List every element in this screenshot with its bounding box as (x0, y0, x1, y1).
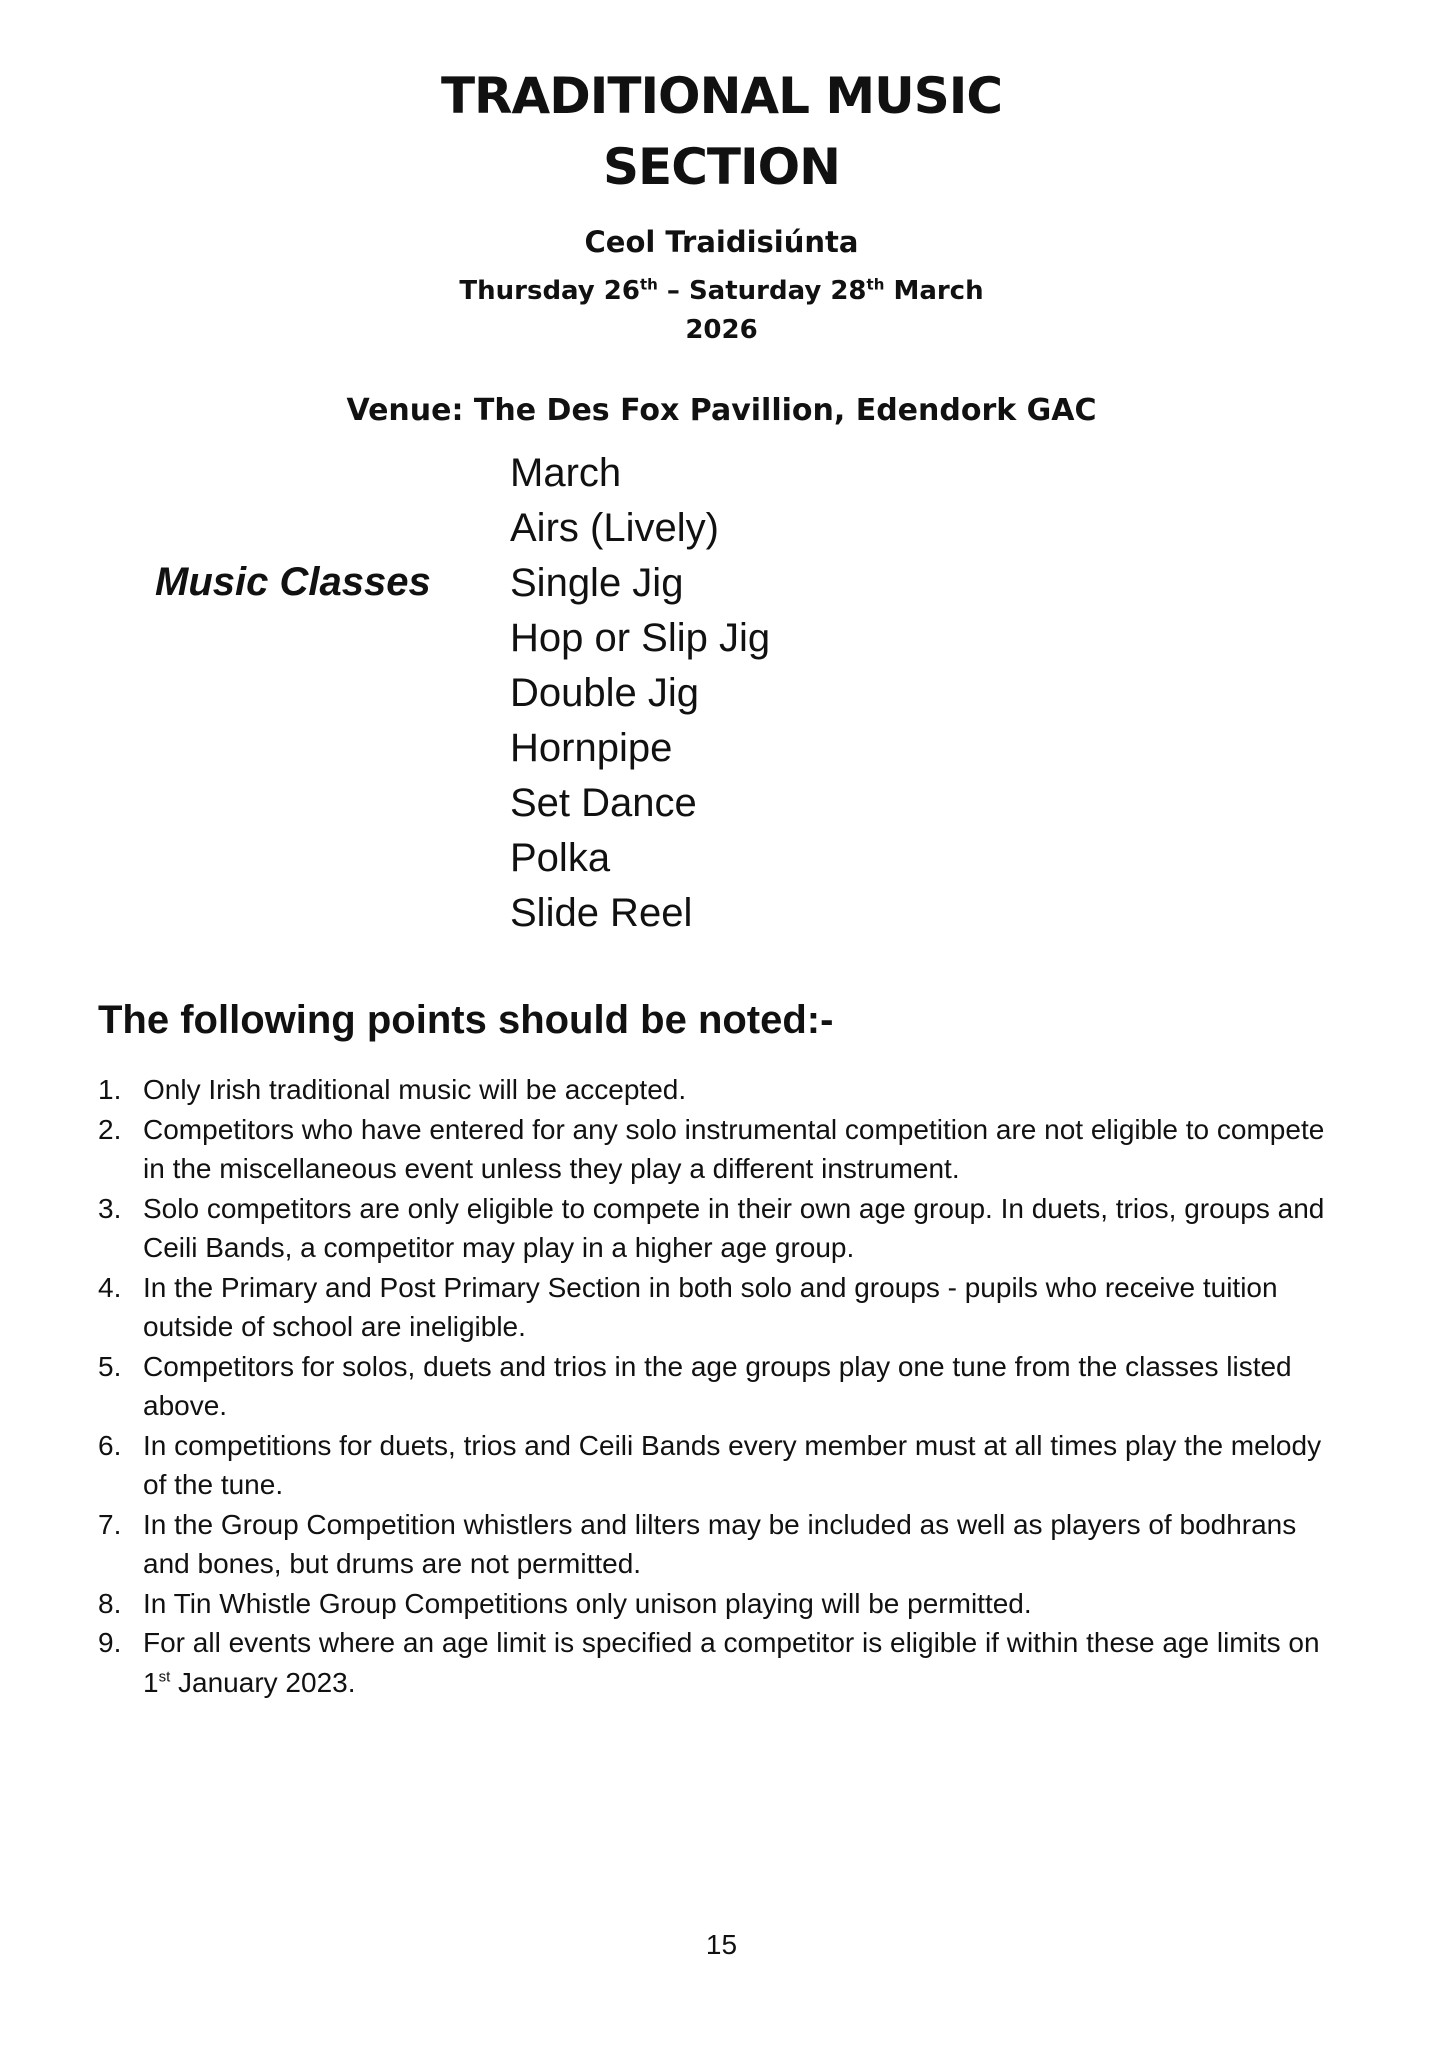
music-class-item: Double Jig (510, 671, 700, 715)
section-title-line-1: TRADITIONAL MUSIC (440, 67, 1003, 125)
rule-text-end: January 2023. (170, 1666, 356, 1698)
points-heading: The following points should be noted:- (98, 998, 834, 1042)
rules-list (98, 1070, 1348, 1702)
venue-line: Venue: The Des Fox Pavillion, Edendork GAC (346, 393, 1097, 428)
rule-item (98, 1189, 1348, 1268)
rule-number: 1. (98, 1074, 122, 1105)
music-classes-list (510, 446, 770, 941)
rule-text: Only Irish traditional music will be accepted. (143, 1074, 687, 1105)
rule-item (98, 1347, 1348, 1426)
rule-text: Competitors who have entered for any solo instrumental competition are not eligible to compete in the miscellaneous event unless they play a different instrument. (143, 1113, 1325, 1184)
rule-text: In the Primary and Post Primary Section in both solo and groups - pupils who receive tuition outside of school are ineligible. (143, 1271, 1278, 1342)
rule-text: In the Group Competition whistlers and lilters may be included as well as players of bodhrans and bones, but drums are not permitted. (143, 1508, 1297, 1579)
irish-subtitle: Ceol Traidisiúnta (584, 225, 859, 259)
rule-text: Competitors for solos, duets and trios in the age groups play one tune from the classes listed above. (143, 1350, 1292, 1421)
rule-number: 4. (98, 1271, 122, 1303)
music-class-item: Single Jig (510, 561, 684, 605)
rule-text: In Tin Whistle Group Competitions only unison playing will be permitted. (143, 1587, 1032, 1619)
music-class-item: Polka (510, 836, 611, 880)
section-title-line-2: SECTION (603, 138, 840, 196)
date-start: Thursday 26 (459, 276, 640, 306)
rule-number: 5. (98, 1350, 122, 1382)
rule-text: Solo competitors are only eligible to compete in their own age group. In duets, trios, groups and Ceili Bands, a competitor may play in a higher age group. (143, 1192, 1325, 1263)
rule-number: 6. (98, 1429, 122, 1461)
rule-item (98, 1623, 1348, 1702)
music-class-item: Set Dance (510, 781, 697, 825)
music-class-item: March (510, 451, 622, 495)
date-month: March (884, 276, 984, 306)
rule-item (98, 1584, 1348, 1624)
rule-item (98, 1070, 1348, 1110)
rule-number: 7. (98, 1508, 122, 1540)
rule-text-ordinal: st (158, 1668, 171, 1686)
music-class-item: Slide Reel (510, 891, 693, 935)
page-number: 15 (705, 1929, 738, 1960)
rule-item (98, 1505, 1348, 1584)
rule-number: 9. (98, 1627, 122, 1658)
event-year: 2026 (685, 315, 758, 345)
music-classes-label: Music Classes (155, 560, 431, 604)
rule-item (98, 1268, 1348, 1347)
music-class-item: Hornpipe (510, 726, 673, 770)
date-dash: – (657, 276, 689, 306)
event-dates (0, 276, 1443, 306)
rule-text: In competitions for duets, trios and Ceili Bands every member must at all times play the melody of the tune. (143, 1429, 1322, 1500)
rule-text-start: For all events where an age limit is specified a competitor is eligible if within these age limits on 1 (143, 1627, 1320, 1698)
rule-item (98, 1110, 1348, 1189)
rule-number: 8. (98, 1587, 122, 1619)
rule-number: 2. (98, 1113, 122, 1145)
rule-item (98, 1426, 1348, 1505)
date-start-suffix: th (639, 275, 658, 294)
music-class-item: Hop or Slip Jig (510, 616, 771, 660)
date-end: Saturday 28 (688, 276, 867, 306)
rule-number: 3. (98, 1192, 122, 1224)
date-end-suffix: th (866, 275, 885, 294)
music-class-item: Airs (Lively) (510, 506, 719, 550)
